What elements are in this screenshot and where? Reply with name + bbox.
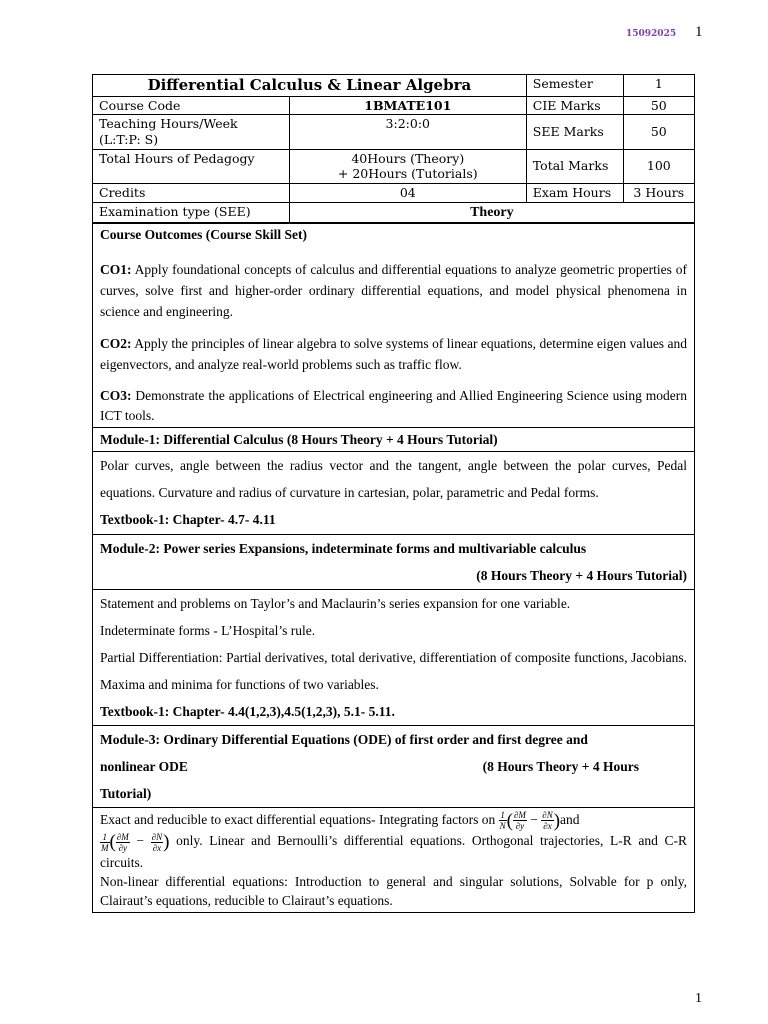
cie-marks-value: 50 (623, 96, 694, 115)
co3-text: Demonstrate the applications of Electrical engineering and Allied Engineering Science using modern ICT tools. (100, 388, 687, 423)
teaching-hours-label (93, 115, 289, 149)
table-row (93, 96, 694, 115)
co3-code: CO3: (100, 388, 132, 403)
co2-code: CO2: (100, 336, 132, 351)
module3-title-left: nonlinear ODE (100, 759, 188, 774)
module1-body: Polar curves, angle between the radius vector and the tangent, angle between the polar curves, Pedal equations. Curvature and radius of curvature in cartesian, polar, parametric and Pedal forms. (100, 458, 687, 500)
table-row (93, 202, 694, 223)
course-outcomes-section (93, 223, 694, 427)
module2-textbook: Textbook-1: Chapter- 4.4(1,2,3),4.5(1,2,3), 5.1- 5.11. (100, 704, 395, 719)
course-info-table (93, 75, 694, 223)
course-outcomes-heading: Course Outcomes (Course Skill Set) (100, 227, 307, 242)
course-outcome-3 (100, 386, 687, 426)
table-row (93, 115, 694, 149)
fraction-dm-dy: $\frac{\partial M}{\partial y}$ (513, 810, 526, 832)
course-code-label: Course Code (93, 96, 289, 115)
header-page-number: 1 (695, 24, 703, 40)
exam-type-value: Theory (289, 202, 694, 223)
module3-title-line3: Tutorial) (100, 786, 152, 801)
course-outcome-1 (100, 259, 687, 322)
module3-hours: (8 Hours Theory + 4 Hours (482, 759, 639, 774)
semester-label: Semester (526, 75, 623, 96)
semester-value: 1 (623, 75, 694, 96)
module2-title: Module-2: Power series Expansions, indeterminate forms and multivariable calculus (100, 541, 587, 556)
module3-heading (93, 725, 694, 807)
table-row (93, 183, 694, 202)
module3-text-2: only. Linear and Bernoulli’s differential equations. Orthogonal trajectories, L-R and C-R circuits. (100, 833, 688, 870)
document-code: 15092025 (626, 29, 677, 39)
fraction-one-over-n: $\frac{1}{N}$ (499, 810, 506, 832)
fraction-dn-dx: $\frac{\partial N}{\partial x}$ (542, 810, 553, 832)
module1-heading: Module-1: Differential Calculus (8 Hours Theory + 4 Hours Tutorial) (93, 427, 694, 451)
module3-content (93, 807, 694, 912)
module3-title-line1: Module-3: Ordinary Differential Equations (ODE) of first order and first degree and (100, 732, 588, 747)
module2-heading (93, 534, 694, 589)
module2-content (93, 589, 694, 725)
credits-value: 04 (289, 183, 526, 202)
exam-hours-value: 3 Hours (623, 183, 694, 202)
module1-textbook: Textbook-1: Chapter- 4.7- 4.11 (100, 512, 276, 527)
fraction-dn-dx-2: $\frac{\partial N}{\partial x}$ (151, 831, 163, 853)
module3-title-line2 (100, 753, 687, 780)
co2-text: Apply the principles of linear algebra to solve systems of linear equations, determine eigen values and eigenvectors, and analyze real-world problems such as traffic flow. (100, 336, 687, 372)
footer-page-number: 1 (695, 991, 702, 1006)
module2-hours: (8 Hours Theory + 4 Hours Tutorial) (476, 568, 687, 583)
co1-text: Apply foundational concepts of calculus and differential equations to analyze geometric properties of curves, solve first and higher-order ordinary differential equations, and model physical phenomena in science and engineering. (100, 262, 687, 319)
module1-content (93, 451, 694, 534)
course-code-value: 1BMATE101 (289, 96, 526, 115)
total-marks-label: Total Marks (526, 149, 623, 183)
course-outcome-2 (100, 333, 687, 375)
module3-text-1: Exact and reducible to exact differential equations- Integrating factors on (100, 812, 499, 827)
see-marks-label: SEE Marks (526, 115, 623, 149)
teaching-hours-value: 3:2:0:0 (289, 115, 526, 149)
exam-hours-label: Exam Hours (526, 183, 623, 202)
subject-title: Differential Calculus & Linear Algebra (93, 75, 526, 96)
pedagogy-hours-theory: 40Hours (Theory) (351, 150, 465, 166)
credits-label: Credits (93, 183, 289, 202)
teaching-hours-label-line2: (L:T:P: S) (99, 132, 159, 147)
co1-code: CO1: (100, 262, 132, 277)
see-marks-value: 50 (623, 115, 694, 149)
total-marks-value: 100 (623, 149, 694, 183)
teaching-hours-label-line1: Teaching Hours/Week (99, 116, 238, 132)
pedagogy-hours-label: Total Hours of Pedagogy (93, 149, 289, 183)
module2-line-1: Statement and problems on Taylor’s and Maclaurin’s series expansion for one variable. (100, 596, 571, 611)
fraction-one-over-m: $\frac{1}{M}$ (101, 831, 109, 853)
exam-type-label: Examination type (SEE) (93, 202, 289, 223)
pedagogy-hours-value (289, 149, 526, 183)
table-row (93, 149, 694, 183)
fraction-dm-dy-2: $\frac{\partial M}{\partial y}$ (116, 831, 129, 853)
module2-line-2: Indeterminate forms - L’Hospital’s rule. (100, 623, 316, 638)
module3-body-2: Non-linear differential equations: Introduction to general and singular solutions, Solvable for p only, Clairaut’s equations, reducible to Clairaut’s equations. (100, 873, 687, 908)
module3-and: and (560, 812, 580, 827)
syllabus-sheet (92, 74, 695, 913)
pedagogy-hours-tutorial: + 20Hours (Tutorials) (337, 166, 478, 182)
cie-marks-label: CIE Marks (526, 96, 623, 115)
module3-body-1: Exact and reducible to exact differential equations- Integrating factors on $\frac{1}{N}$ ( $\frac{\partial M}{\partial y}$ − $\frac{\partial N}{\partial x}$ )and $\frac{1}{M}$ ( $\frac{\partial M}{\partial y}$ − $\frac{\partial N}{\partial x}$ ) only. Linear and Bernoulli’s differential equations. Orthogonal trajectories, L-R and C-R circuits. (100, 810, 688, 870)
table-row (93, 75, 694, 96)
module2-line-3: Partial Differentiation: Partial derivatives, total derivative, differentiation of composite functions, Jacobians. Maxima and minima for functions of two variables. (100, 650, 687, 692)
